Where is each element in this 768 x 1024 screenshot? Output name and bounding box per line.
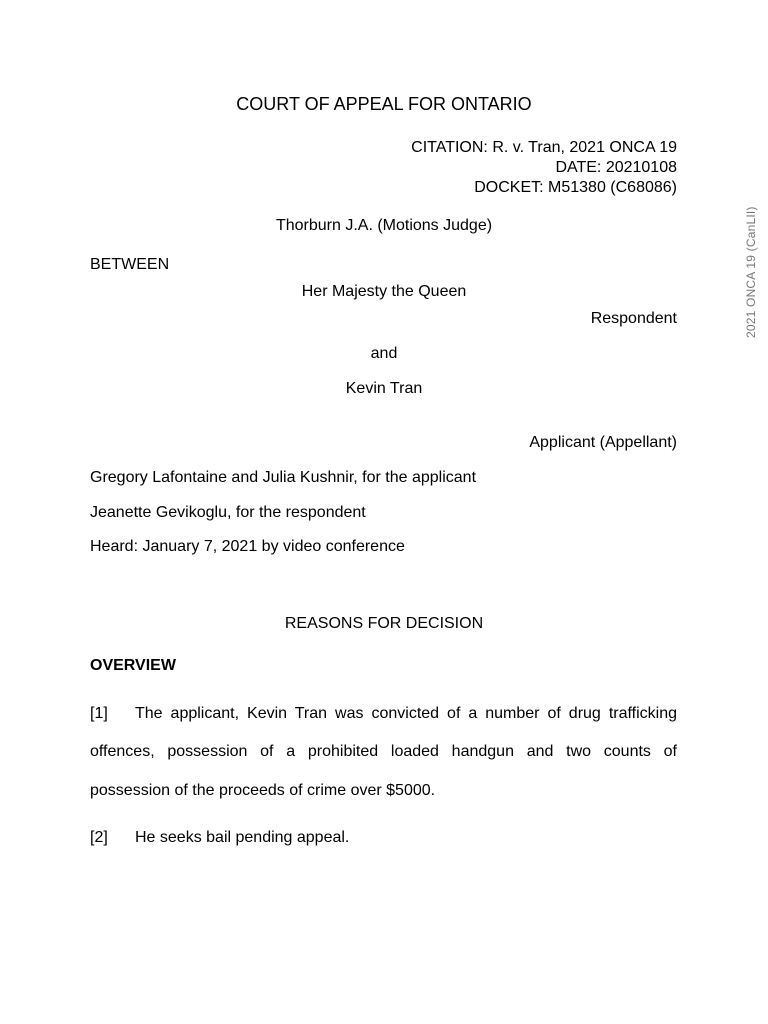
judge-line: Thorburn J.A. (Motions Judge) (275, 217, 493, 234)
applicant-counsel: Gregory Lafontaine and Julia Kushnir, for the applicant (90, 469, 477, 486)
paragraph-1-line-3: possession of the proceeds of crime over $5000. (90, 782, 436, 799)
respondent-counsel: Jeanette Gevikoglu, for the respondent (90, 504, 366, 521)
canlii-watermark: 2021 ONCA 19 (CanLII) (744, 206, 758, 338)
heard-line: Heard: January 7, 2021 by video conference (90, 538, 405, 555)
reasons-title: REASONS FOR DECISION (284, 615, 484, 632)
docket-line: DOCKET: M51380 (C68086) (474, 179, 677, 196)
citation-line: CITATION: R. v. Tran, 2021 ONCA 19 (411, 139, 677, 156)
paragraph-number: [1] (90, 705, 108, 722)
court-title: COURT OF APPEAL FOR ONTARIO (236, 94, 532, 114)
and-label: and (370, 345, 398, 362)
between-label: BETWEEN (90, 256, 170, 273)
paragraph-text: The applicant, Kevin Tran was convicted of a number of drug trafficking (135, 705, 677, 722)
paragraph-1-line-2: offences, possession of a prohibited loaded handgun and two counts of (90, 743, 677, 760)
applicant-name: Kevin Tran (345, 380, 423, 397)
respondent-role: Respondent (590, 310, 677, 327)
overview-heading: OVERVIEW (90, 657, 176, 674)
paragraph-2-line-1 (90, 828, 677, 848)
paragraph-text: He seeks bail pending appeal. (135, 829, 350, 846)
respondent-name: Her Majesty the Queen (301, 283, 467, 300)
paragraph-1-line-1 (90, 704, 677, 724)
date-line: DATE: 20210108 (555, 159, 677, 176)
applicant-role: Applicant (Appellant) (529, 434, 677, 451)
paragraph-number: [2] (90, 829, 108, 846)
